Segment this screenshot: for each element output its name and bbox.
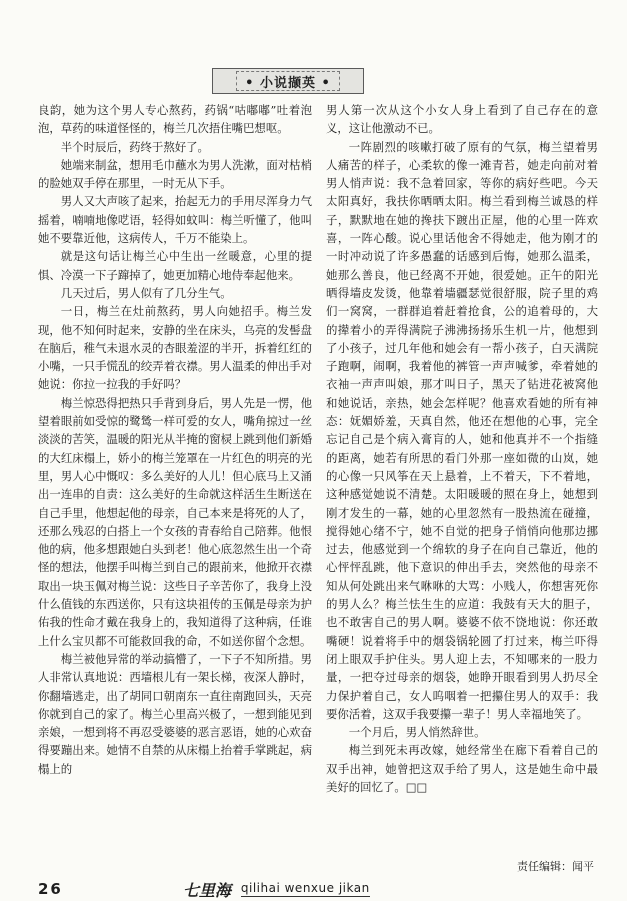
paragraph: 一阵剧烈的咳嗽打破了原有的气氛，梅兰望着男人痛苦的样子，心柔软的像一滩青苔，她走向前对着男人悄声说：我不急着回家，等你的病好些吧。今天太阳真好，我扶你晒晒太阳。梅兰看到梅兰诚恳的样子，默默地在她的搀扶下踱出正屋，他的心里一阵欢喜，一阵心酸。说心里话他舍不得她走，他为刚才的一时冲动说了许多愚蠢的话感到后悔，她那么温柔，她那么善良，他已经离不开她，很爱她。正午的阳光晒得墙皮发烫，他靠着墙疆瑟觉很舒服，院子里的鸡们一窝窝，一群群追着赶着抢食，公的追着母的，大的撵着小的弄得满院子沸沸扬扬乐生机一片，他想到了小孩子，过几年他和她会有一帮小孩子，白天满院子跑啊，闹啊，我着他的裤管一声声喊爹，牵着她的衣袖一声声叫娘，那才叫日子，黑天了钻进花被窝他和她说话，亲热，她会怎样呢？他喜欢看她的所有神态：妩媚娇羞，天真自然，他还在想他的心事，完全忘记自己是个病入膏肓的人，她和他真并不一个指缝的距离，她若有所思的看门外那一座如微的山岚，她的心像一只风筝在天上悬着，上不着天，下不着地，这种感觉她说不清楚。太阳暖暖的照在身上，她想到刚才发生的一幕，她的心里忽然有一股热流在碰撞，搅得她心绪不宁，她不自觉的把身子悄悄向他那边挪过去，他感觉到一个绵软的身子在向自己靠近，他的心怦怦乱跳，他下意识的伸出手去，突然他的母亲不知从何处跳出来气咻咻的大骂：小贱人，你想害死你的男人么？梅兰怯生生的应道：我鼓有天大的胆子，也不敢害自己的男人啊。婆婆不依不饶地说：你还敢嘴硬！说着将手中的烟袋锅轮圆了打过来，梅兰吓得闭上眼双手护住头。男人迎上去，不知哪来的一股力量，一把夺过母亲的烟袋，她睁开眼看到男人扔尽全力保护着自己，女人呜咽着一把攥住男人的双手：我要你活着，这双手我要攥一辈子！男人幸福地笑了。: [326, 139, 598, 721]
left-column: [38, 101, 312, 778]
paragraph: 梅兰被他异常的举动搞懵了，一下子不知所措。男人非常认真地说：西墙根儿有一架长梯，夜深人静时，你翻墙逃走，出了胡同口朝南东一直往南跑回头，天亮你就到自己的家了。梅兰心里高兴极了，一想到能见到亲娘，一想到将不再忍受婆婆的恶言恶语，她的心欢奋得要蹦出来。她情不自禁的从床榻上抬着手掌跳起，病榻上的: [38, 651, 312, 776]
paragraph: 一日，梅兰在灶前熬药，男人向她招手。梅兰发现，他不知何时起来，安静的坐在床头，乌亮的发髻盘在脑后，稚气未退水灵的杏眼羞涩的半开，拆着红红的小嘴，一只手慌乱的绞弄着衣襟。男人温柔的伸出手对她说：你拉一拉我的手好吗？: [38, 304, 312, 392]
right-column: [326, 101, 598, 796]
paragraph: 几天过后，男人似有了几分生气。: [60, 285, 232, 300]
page-number: 26: [38, 880, 63, 898]
magazine-name: 七里海: [182, 880, 231, 900]
paragraph: 良韵，她为这个男人专心熬药，药锅“咕嘟嘟”吐着泡泡，草药的味道怪怪的，梅兰几次捂住嘴巴想呕。: [38, 103, 312, 136]
paragraph: 一个月后，男人悄然辞世。: [348, 725, 486, 740]
page-footer: [38, 880, 598, 898]
paragraph: 梅兰惊恐得把热只手背到身后，男人先是一愣，他望着眼前如受惊的鹭鸶一样可爱的女人，嘴角掠过一丝淡淡的苦笑，温暖的阳光从半掩的窗棂上跳到他们新婚的大红床榻上，娇小的梅兰笼罩在一片红色的明亮的光里，男人心中慨叹：多么美好的人儿！但心底马上又涌出一连串的自责：这么美好的生命就这样活生生断送在自己手里，他想起他的母亲，自己本来是将死的人了，还那么残忍的白搭上一个女孩的青春给自己陪葬。他恨他的病，他多想跟她白头到老！他心底忽然生出一个奇怪的想法，他摆手叫梅兰到自己的跟前来，他掀开衣襟取出一块玉佩对梅兰说：这些日子辛苦你了，我身上没什么值钱的东西送你，只有这块祖传的玉佩是母亲为护佑我的性命才戴在我身上的，我知道得了这种病，任谁上什么宝贝都不可能救回我的命，不如送你留个念想。: [38, 395, 312, 648]
paragraph: 就是这句话让梅兰心中生出一丝暖意，心里的提惧、冷漠一下子蹿掉了，她更加精心地侍奉起他来。: [38, 249, 312, 282]
paragraph: 男人又大声咳了起来，抬起无力的手用尽浑身力气摇着，喃喃地像呓语，轻得如蚊叫：梅兰听懂了，他叫她不要靠近他，这病传人，千万不能染上。: [38, 194, 312, 246]
editor-credit: 责任编辑：闻平: [517, 860, 594, 873]
paragraph: 梅兰到死未再改嫁，她经常坐在廊下看着自己的双手出神，她曾把这双手给了男人，这是她生命中最美好的回忆了。□□: [326, 743, 598, 794]
section-header: [212, 68, 364, 94]
paragraph: 半个时辰后，药终于熬好了。: [60, 139, 209, 154]
paragraph: 男人第一次从这个小女人身上看到了自己存在的意义，这让他激动不已。: [326, 103, 598, 136]
paragraph: 她端来制盆，想用毛巾蘸水为男人洗漱，面对枯梢的脸她双手停在那里，一时无从下手。: [38, 157, 312, 191]
section-title: • 小说撷英 •: [236, 71, 340, 91]
magazine-pinyin: qilihai wenxue jikan: [240, 881, 370, 895]
